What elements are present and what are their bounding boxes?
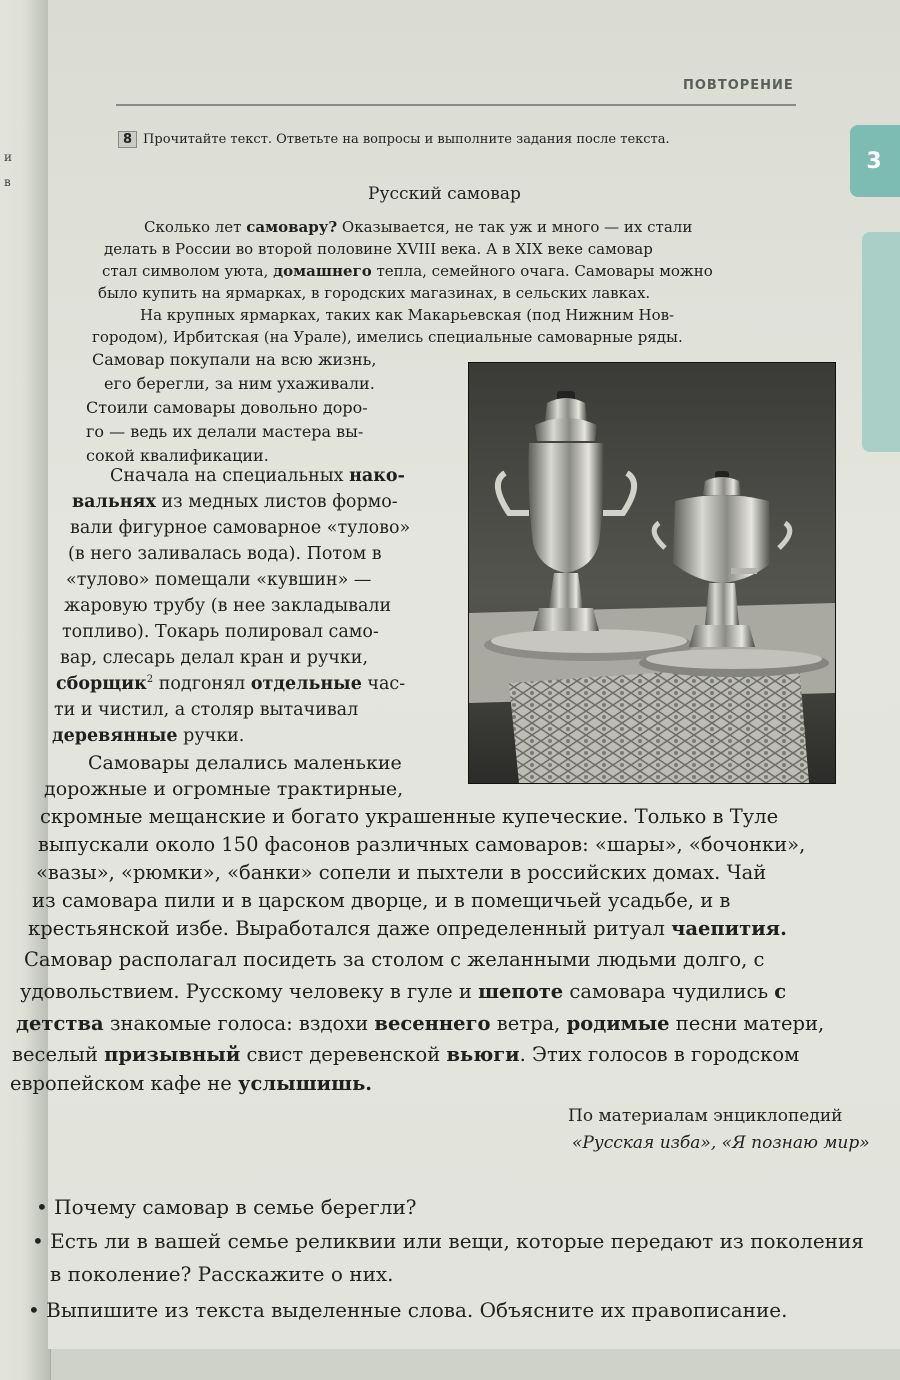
text-line: было купить на ярмарках, в городских магазинах, в сельских лавках. — [98, 284, 651, 302]
text-line: сборщик$^2$ подгонял отдельные час- — [56, 674, 406, 694]
task-instruction: 8 Прочитайте текст. Ответьте на вопросы и выполните задания после текста. — [118, 131, 670, 148]
text-line: «тулово» помещали «кувшин» — — [66, 570, 372, 590]
text-line: Сначала на специальных нако- — [110, 466, 405, 486]
text-line: Стоили самовары довольно доро- — [86, 398, 368, 417]
margin-mark: и — [4, 150, 12, 164]
text-line: сокой квалификации. — [86, 446, 269, 465]
chapter-tab: 3 — [850, 125, 900, 197]
text-line: скромные мещанские и богато украшенные купеческие. Только в Туле — [40, 805, 779, 828]
samovars-photo — [468, 362, 836, 784]
text-line: выпускали около 150 фасонов различных самоваров: «шары», «бочонки», — [38, 833, 806, 856]
text-line: Сколько лет самовару? Оказывается, не так уж и много — их стали — [144, 218, 693, 236]
text-line: стал символом уюта, домашнего тепла, семейного очага. Самовары можно — [102, 262, 713, 280]
question-item: • Выпишите из текста выделенные слова. Объясните их правописание. — [28, 1298, 788, 1322]
text-line: На крупных ярмарках, таких как Макарьевская (под Нижним Нов- — [140, 306, 675, 324]
text-line: европейском кафе не услышишь. — [10, 1072, 373, 1095]
header-divider — [116, 104, 796, 106]
text-line: крестьянской избе. Выработался даже определенный ритуал чаепития. — [28, 917, 787, 940]
question-item-continuation: в поколение? Расскажите о них. — [50, 1262, 394, 1286]
text-line: удовольствием. Русскому человеку в гуле и шепоте самовара чудились с — [20, 980, 787, 1003]
text-line: (в него заливалась вода). Потом в — [68, 544, 382, 564]
text-line: «вазы», «рюмки», «банки» сопели и пыхтели в российских домах. Чай — [36, 861, 767, 884]
text-line: топливо). Токарь полировал само- — [62, 622, 379, 642]
text-line: ти и чистил, а столяр вытачивал — [54, 700, 359, 720]
text-line: детства знакомые голоса: вздохи весеннего ветра, родимые песни матери, — [16, 1012, 825, 1035]
question-item: • Почему самовар в семье берегли? — [36, 1195, 417, 1219]
source-line: «Русская изба», «Я познаю мир» — [572, 1133, 870, 1153]
task-number: 8 — [118, 131, 137, 148]
question-item: • Есть ли в вашей семье реликвии или вещи, которые передают из поколения — [32, 1229, 864, 1253]
text-line: Самовар покупали на всю жизнь, — [92, 350, 377, 369]
text-line: вальнях из медных листов формо- — [72, 492, 398, 512]
chapter-tab-strip — [862, 232, 900, 452]
text-line: Самовар располагал посидеть за столом с желанными людьми долго, с — [24, 948, 765, 971]
text-line: делать в России во второй половине XVIII века. А в XIX веке самовар — [104, 240, 653, 258]
text-line: веселый призывный свист деревенской вьюги. Этих голосов в городском — [12, 1043, 800, 1066]
text-line: его берегли, за ним ухаживали. — [104, 374, 375, 393]
text-line: дорожные и огромные трактирные, — [44, 778, 404, 800]
text-line: вар, слесарь делал кран и ручки, — [60, 648, 369, 668]
previous-page-edge — [0, 0, 51, 1380]
article-title: Русский самовар — [368, 184, 521, 204]
text-line: городом), Ирбитская (на Урале), имелись специальные самоварные ряды. — [92, 328, 683, 346]
text-line: вали фигурное самоварное «тулово» — [70, 518, 411, 538]
section-header: ПОВТОРЕНИЕ — [683, 78, 794, 93]
source-line: По материалам энциклопедий — [568, 1106, 843, 1126]
text-line: Самовары делались маленькие — [88, 752, 402, 774]
text-line: из самовара пили и в царском дворце, и в помещичьей усадьбе, и в — [32, 889, 731, 912]
text-line: деревянные ручки. — [52, 726, 245, 746]
text-line: жаровую трубу (в нее закладывали — [64, 596, 392, 616]
margin-mark: в — [4, 175, 11, 189]
text-line: го — ведь их делали мастера вы- — [86, 422, 364, 441]
samovars-illustration — [469, 363, 835, 783]
